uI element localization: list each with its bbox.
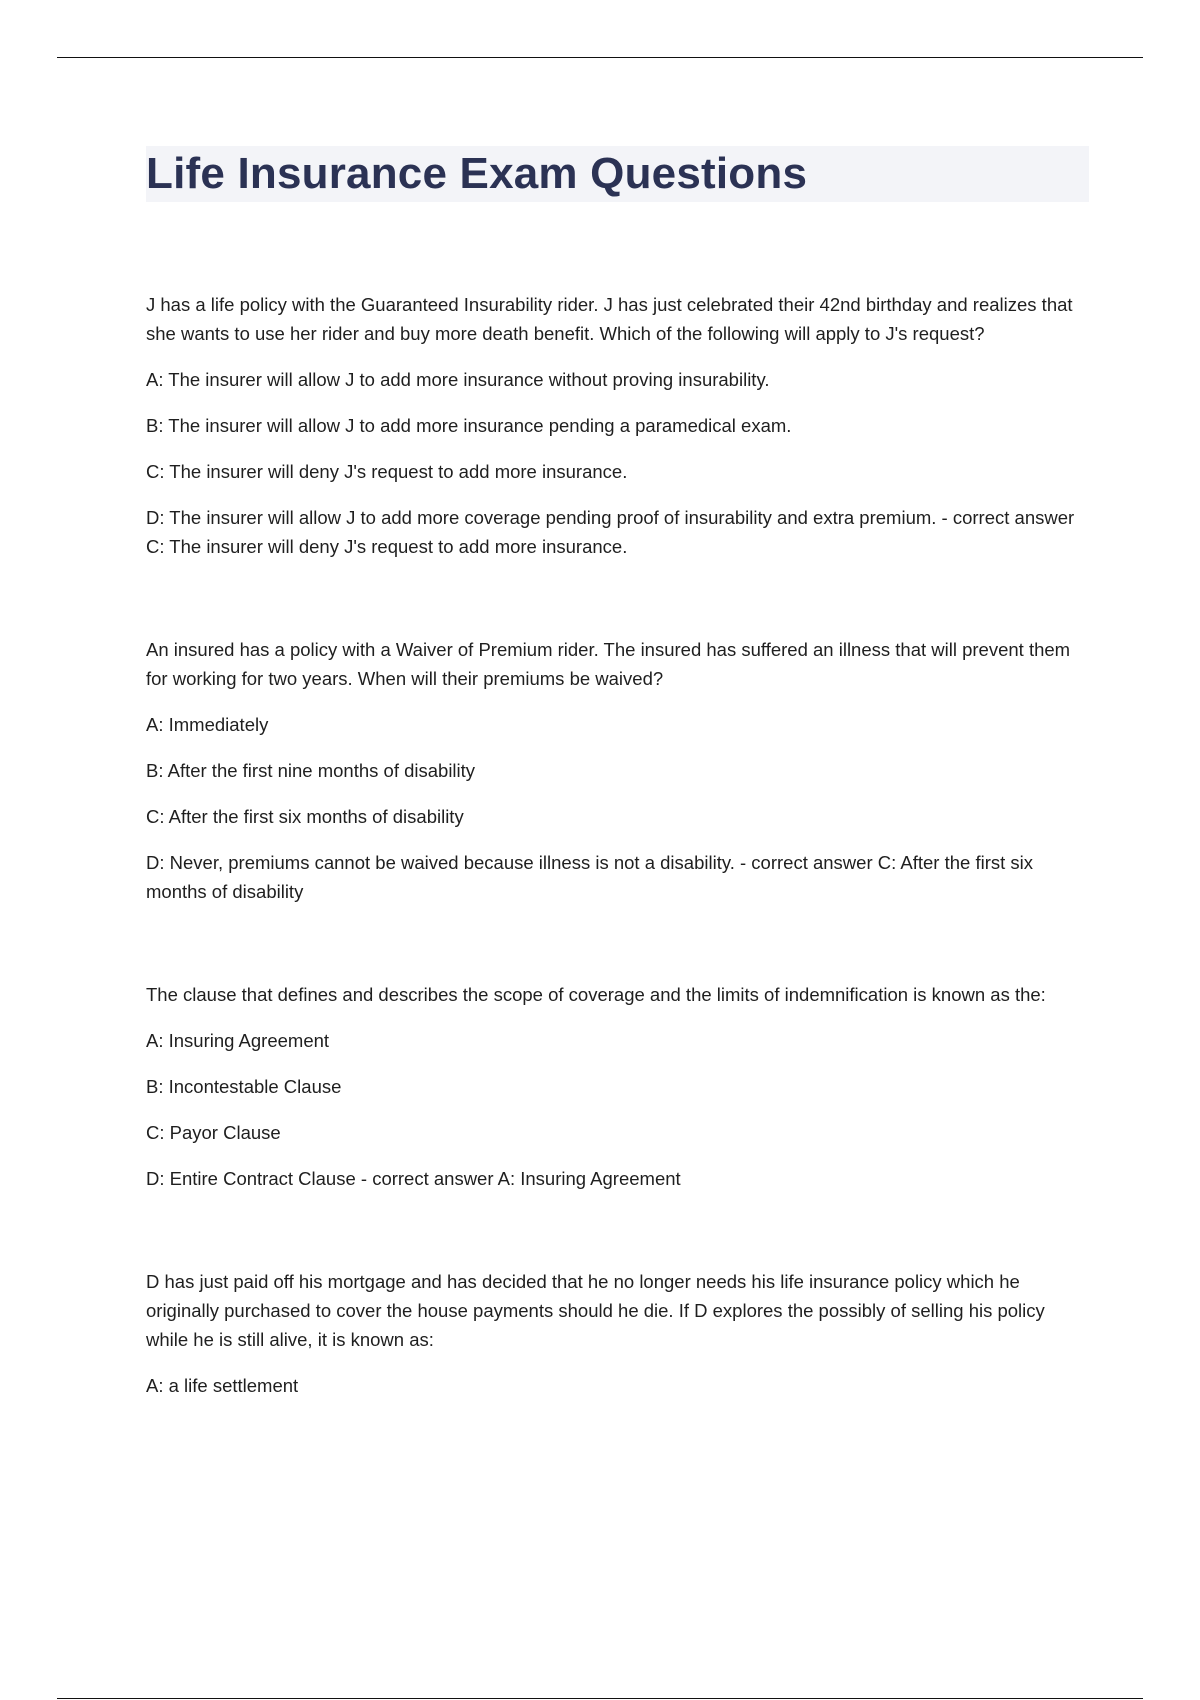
answer-option-a: A: The insurer will allow J to add more insurance without proving insurability.: [146, 369, 770, 390]
answer-option-c: C: Payor Clause: [146, 1122, 281, 1143]
document-body: [146, 290, 1091, 1474]
answer-option-a: A: Immediately: [146, 714, 269, 735]
question-text: The clause that defines and describes the scope of coverage and the limits of indemnification is known as the:: [146, 984, 1046, 1005]
answer-option-c: C: After the first six months of disability: [146, 806, 464, 827]
answer-option-b: B: The insurer will allow J to add more insurance pending a paramedical exam.: [146, 415, 792, 436]
question-block-1: [146, 290, 1091, 561]
answer-option-d: D: The insurer will allow J to add more coverage pending proof of insurability and extra premium. - correct answer C: The insurer will deny J's request to add more insurance.: [146, 507, 1075, 557]
question-block-2: [146, 635, 1091, 906]
question-text: D has just paid off his mortgage and has decided that he no longer needs his life insurance policy which he originally purchased to cover the house payments should he die. If D explores the possibly of selling his policy while he is still alive, it is known as:: [146, 1271, 1045, 1350]
question-text: J has a life policy with the Guaranteed Insurability rider. J has just celebrated their 42nd birthday and realizes that she wants to use her rider and buy more death benefit. Which of the following will apply to J's request?: [146, 294, 1073, 344]
answer-option-b: B: After the first nine months of disability: [146, 760, 476, 781]
answer-option-b: B: Incontestable Clause: [146, 1076, 342, 1097]
answer-option-d: D: Never, premiums cannot be waived because illness is not a disability. - correct answer C: After the first six months of disability: [146, 852, 1033, 902]
answer-option-a: A: Insuring Agreement: [146, 1030, 330, 1051]
question-block-4: [146, 1267, 1091, 1400]
answer-option-c: C: The insurer will deny J's request to add more insurance.: [146, 461, 628, 482]
answer-option-a: A: a life settlement: [146, 1375, 299, 1396]
page-title: Life Insurance Exam Questions: [146, 149, 808, 198]
question-block-3: [146, 980, 1091, 1193]
question-text: An insured has a policy with a Waiver of Premium rider. The insured has suffered an illness that will prevent them for working for two years. When will their premiums be waived?: [146, 639, 1071, 689]
answer-option-d: D: Entire Contract Clause - correct answer A: Insuring Agreement: [146, 1168, 681, 1189]
header-rule: [57, 57, 1143, 58]
footer-rule: [57, 1698, 1143, 1699]
